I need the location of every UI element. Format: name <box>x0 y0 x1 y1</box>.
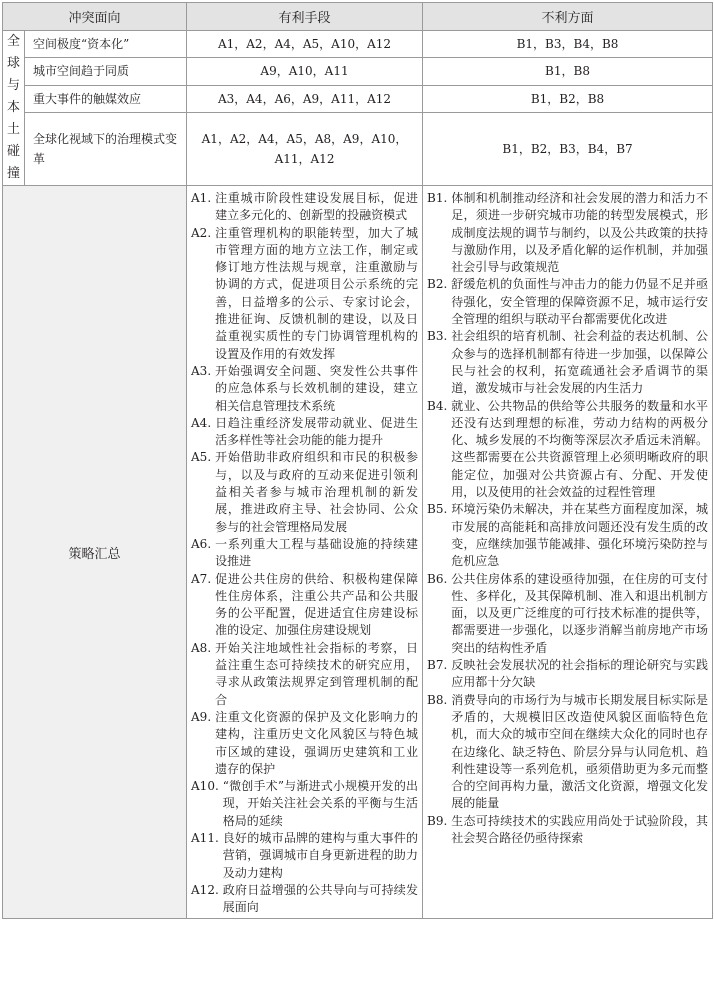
row-disadvantages: B1，B8 <box>423 58 713 85</box>
header-row <box>3 3 713 31</box>
list-item: B3. 社会组织的培育机制、社会利益的表达机制、公众参与的选择机制都有待进一步加强，以保障公民与社会的权利，拓宽疏通社会矛盾调节的渠道，激发城市与社会发展的内生活力 <box>427 329 709 396</box>
list-item: A3. 开始强调安全问题、突发性公共事件的应急体系与长效机制的建设，建立相关信息管理技术系统 <box>191 363 419 413</box>
row-advantages: A1，A2，A4，A5，A8，A9，A10，A11，A12 <box>187 113 423 186</box>
list-item: A8. 开始关注地域性社会指标的考察，日益注重生态可持续技术的研究应用，寻求从政策法规界定到管理机制的配合 <box>191 640 419 707</box>
list-item: A4. 日趋注重经济发展带动就业、促进生活多样性等社会功能的能力提升 <box>191 415 419 448</box>
table-row <box>3 58 713 85</box>
row-label: 空间极度“资本化” <box>25 31 187 58</box>
header-conflict: 冲突面向 <box>3 3 187 31</box>
row-disadvantages: B1，B3，B4，B8 <box>423 31 713 58</box>
side-label: 全 球 与 本 土 碰 撞 <box>3 31 25 186</box>
header-advantages: 有利手段 <box>187 3 423 31</box>
row-advantages: A1，A2，A4，A5，A10，A12 <box>187 31 423 58</box>
list-item: A1. 注重城市阶段性建设发展目标，促进建立多元化的、创新型的投融资模式 <box>191 191 419 223</box>
list-item: B1. 体制和机制推动经济和社会发展的潜力和活力不足，须进一步研究城市功能的转型发展模式，形成制度法规的调节与制约，以及公共政策的扶持与激励作用，以及矛盾化解的运作机制，并加强社会引导与政策规范 <box>427 191 709 275</box>
row-disadvantages: B1，B2，B3，B4，B7 <box>423 113 713 186</box>
summary-row <box>3 186 713 919</box>
summary-label: 策略汇总 <box>3 186 187 919</box>
list-item: A10. “微创手术”与渐进式小规模开发的出现，开始关注社会关系的平衡与生活格局的延续 <box>191 779 419 828</box>
table-row <box>3 113 713 186</box>
list-item: B8. 消费导向的市场行为与城市长期发展目标实际是矛盾的，大规模旧区改造使风貌区面临特色危机，而大众的城市空间在继续大众化的同时也存在边缘化、缺乏特色、阶层分异与认同危机、趋利性建设等一系列危机，亟须借助更为多元而整合的空间再构力量，激活文化资源，增强文化发展的能量 <box>427 692 709 811</box>
list-item: B5. 环境污染仍未解决，并在某些方面程度加深，城市发展的高能耗和高排放问题还没有发生质的改变，应继续加强节能减排、强化环境污染防控与危机应急 <box>427 502 709 569</box>
row-advantages: A3，A4，A6，A9，A11，A12 <box>187 85 423 112</box>
row-label: 重大事件的触媒效应 <box>25 85 187 112</box>
header-disadvantages: 不利方面 <box>423 3 713 31</box>
row-label: 全球化视域下的治理模式变革 <box>25 113 187 186</box>
list-item: B2. 舒缓危机的负面性与冲击力的能力仍显不足并亟待强化，安全管理的保障资源不足，城市运行安全管理的组织与联动平台都需要优化改进 <box>427 277 709 327</box>
list-item: A5. 开始借助非政府组织和市民的积极参与，以及与政府的互动来促进引领利益相关者参与城市治理机制的新发展，推进政府主导、社会协同、公众参与的社会管理格局发展 <box>191 450 419 534</box>
table-row <box>3 31 713 58</box>
strategy-table <box>2 2 713 919</box>
list-item: A12. 政府日益增强的公共导向与可持续发展面向 <box>191 882 419 915</box>
row-label: 城市空间趋于同质 <box>25 58 187 85</box>
disadvantage-list <box>423 186 713 919</box>
row-advantages: A9，A10，A11 <box>187 58 423 85</box>
list-item: A11. 良好的城市品牌的建构与重大事件的营销，强调城市自身更新进程的助力及动力建构 <box>191 830 419 880</box>
list-item: A6. 一系列重大工程与基础设施的持续建设推进 <box>191 536 419 569</box>
table-row <box>3 85 713 112</box>
advantage-list <box>187 186 423 919</box>
list-item: B6. 公共住房体系的建设亟待加强，在住房的可支付性、多样化，及其保障机制、准入和退出机制方面，以及更广泛维度的可行技术标准的提供等，都需要进一步强化，以逐步消解当前房地产市场突出的结构性矛盾 <box>427 571 709 655</box>
list-item: A7. 促进公共住房的供给、积极构建保障性住房体系，注重公共产品和公共服务的公平配置，促进适宜住房建设标准的设定、加强住房建设规划 <box>191 571 419 638</box>
list-item: A2. 注重管理机构的职能转型，加大了城市管理方面的地方立法工作，制定或修订地方性法规与规章，注重激励与协调的方式，促进项目公示系统的完善，日益增多的公示、专家讨论会，推进征询、反馈机制的建设，以及日益重视实质性的专门协调管理机构的设置及作用的有效发挥 <box>191 225 419 361</box>
list-item: B4. 就业、公共物品的供给等公共服务的数量和水平还没有达到理想的标准，劳动力结构的两极分化、城乡发展的不均衡等深层次矛盾远未消解。这些都需要在公共资源管理上必须明晰政府的职能定位，加强对公共资源占有、分配、开发使用，以及使用的社会效益的过程性管理 <box>427 398 709 500</box>
list-item: A9. 注重文化资源的保护及文化影响力的建构，注重历史文化风貌区与特色城市区域的建设，强调历史建筑和工业遗存的保护 <box>191 709 419 776</box>
list-item: B9. 生态可持续技术的实践应用尚处于试验阶段，其社会契合路径仍亟待探索 <box>427 813 709 845</box>
row-disadvantages: B1，B2，B8 <box>423 85 713 112</box>
list-item: B7. 反映社会发展状况的社会指标的理论研究与实践应用都十分欠缺 <box>427 658 709 690</box>
